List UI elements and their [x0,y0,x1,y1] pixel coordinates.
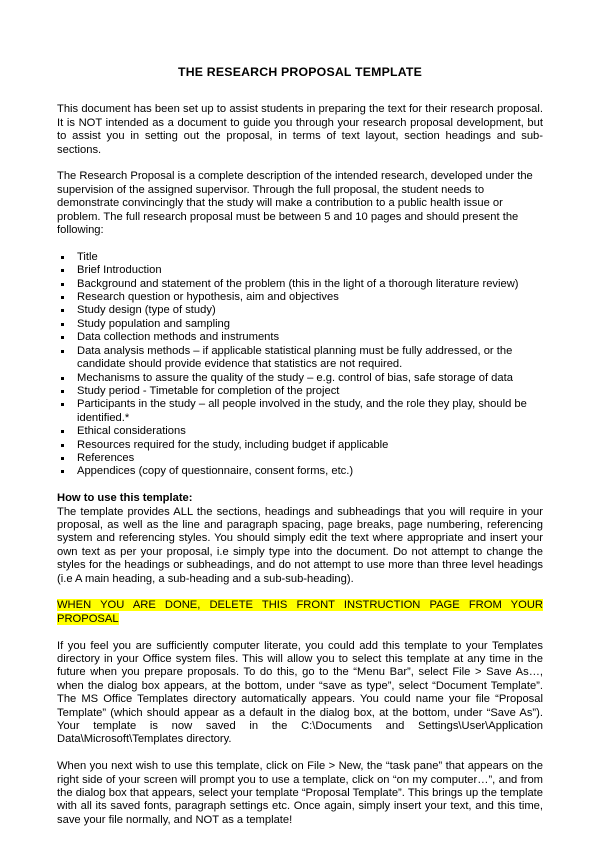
list-item [57,439,543,452]
list-item [57,345,543,372]
list-item [57,425,543,438]
square-bullet-icon [61,403,64,406]
square-bullet-icon [61,309,64,312]
list-item-text: Research question or hypothesis, aim and objectives [77,291,339,304]
intro-paragraph-1: This document has been set up to assist students in preparing the text for their research proposal. It is NOT intended as a document to guide you through your research proposal development, but to assist you in setting out the proposal, in terms of text layout, section headings and sub-sections. [57,103,543,156]
proposal-sections-list [57,251,543,479]
save-template-paragraph: If you feel you are sufficiently computer literate, you could add this template to your Templates directory in your Office system files. This will allow you to select this template at any time in the future when you prepare proposals. To do this, go to the “Menu Bar”, select File > Save As…, when the dialog box appears, at the bottom, under “save as type”, select “Document Template”. The MS Office Templates directory automatically appears. You could name your file “Proposal Template” (which should appear as a default in the dialog box, at the bottom, under “Save As”). Your template is now saved in the C:\Documents and Settings\User\Application Data\Microsoft\Templates directory. [57,639,543,746]
list-item [57,398,543,425]
intro-paragraph-2: The Research Proposal is a complete description of the intended research, developed under the supervision of the assigned supervisor. Through the full proposal, the student needs to demonstrate convincingly that the study will make a contribution to a public health issue or problem. The full research proposal must be between 5 and 10 pages and should present the following: [57,170,533,237]
list-item-text: Study period - Timetable for completion of the project [77,384,340,397]
list-item-text: Participants in the study – all people involved in the study, and the role they play, should be identified.* [77,398,527,424]
list-item-text: Ethical considerations [77,425,186,438]
list-item [57,372,543,385]
square-bullet-icon [61,444,64,447]
square-bullet-icon [61,430,64,433]
list-item [57,385,543,398]
list-item-text: Data analysis methods – if applicable statistical planning must be fully addressed, or the candidate should provide evidence that statistics are not required. [77,344,513,371]
square-bullet-icon [61,470,64,473]
square-bullet-icon [61,256,64,259]
list-item-text: Appendices (copy of questionnaire, consent forms, etc.) [77,465,354,478]
highlighted-warning-text: WHEN YOU ARE DONE, DELETE THIS FRONT INSTRUCTION PAGE FROM YOUR PROPOSAL [57,599,543,625]
square-bullet-icon [61,336,64,339]
square-bullet-icon [61,323,64,326]
list-item [57,452,543,465]
list-item-text: Resources required for the study, including budget if applicable [77,438,389,451]
square-bullet-icon [61,296,64,299]
how-to-heading: How to use this template: [57,492,193,505]
square-bullet-icon [61,390,64,393]
list-item-text: Brief Introduction [77,264,162,277]
list-item [57,331,543,344]
how-to-paragraph: The template provides ALL the sections, headings and subheadings that you will require in your proposal, as well as the line and paragraph spacing, page breaks, page numbering, referencing system and referencing styles. You should simply edit the text where appropriate and insert your own text as per your proposal, i.e simply type into the document. Do not attempt to change the styles for the headings or subheadings, and do not attempt to use more than three level headings (i.e A main heading, a sub-heading and a sub-sub-heading). [57,505,543,585]
square-bullet-icon [61,269,64,272]
list-item [57,318,543,331]
list-item-text: Background and statement of the problem (this in the light of a thorough literature review) [77,277,519,290]
list-item-text: Study population and sampling [77,317,231,330]
list-item-text: Study design (type of study) [77,304,216,317]
list-item [57,251,543,264]
list-item-text: Mechanisms to assure the quality of the study – e.g. control of bias, safe storage of data [77,371,513,384]
delete-warning-paragraph [57,599,543,626]
list-item [57,291,543,304]
use-template-paragraph: When you next wish to use this template, click on File > New, the “task pane” that appears on the right side of your screen will prompt you to use a template, click on “on my computer…”, and from the dialog box that appears, select your template “Proposal Template”. This brings up the template with all its saved fonts, paragraph settings etc. Once again, simply insert your text, and this time, save your file normally, and NOT as a template! [57,760,543,826]
square-bullet-icon [61,457,64,460]
list-item-text: Title [77,250,98,263]
list-item-text: References [77,451,135,464]
list-item [57,278,543,291]
square-bullet-icon [61,350,64,353]
square-bullet-icon [61,283,64,286]
page-title: THE RESEARCH PROPOSAL TEMPLATE [178,65,422,79]
list-item-text: Data collection methods and instruments [77,331,280,344]
square-bullet-icon [61,377,64,380]
list-item [57,304,543,317]
list-item [57,264,543,277]
list-item [57,465,543,478]
